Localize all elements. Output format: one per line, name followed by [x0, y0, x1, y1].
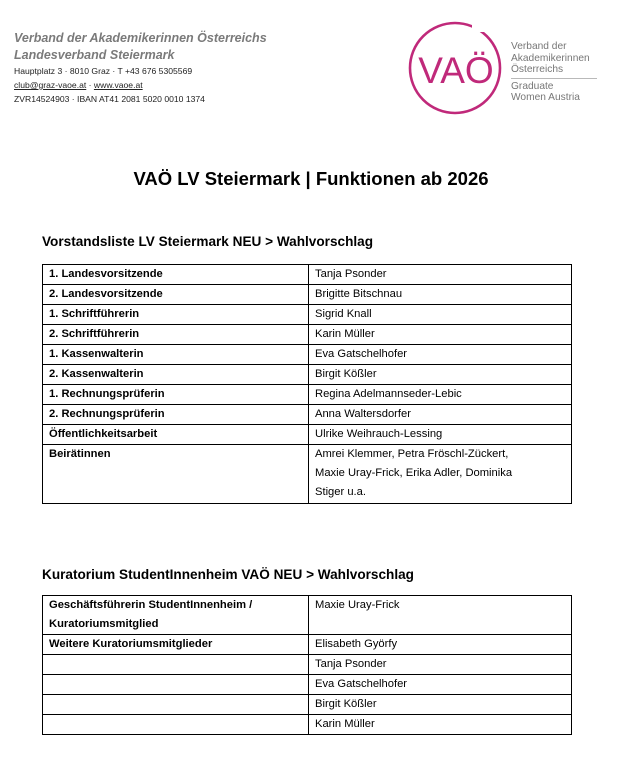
advisors-line-2: Maxie Uray-Frick, Erika Adler, Dominika: [315, 467, 513, 479]
name-cell: Eva Gatschelhofer: [309, 675, 572, 695]
table-row: [43, 305, 572, 325]
table-row: [43, 655, 572, 675]
table-row: [43, 285, 572, 305]
role-line-1: Geschäftsführerin StudentInnenheim /: [49, 599, 253, 611]
email-link[interactable]: club@graz-vaoe.at: [14, 80, 87, 90]
name-cell: Tanja Psonder: [309, 265, 572, 285]
table-row: [43, 345, 572, 365]
name-cell: [309, 445, 572, 504]
name-cell: Ulrike Weihrauch-Lessing: [309, 425, 572, 445]
role-cell: 1. Schriftführerin: [43, 305, 309, 325]
registration-line: ZVR14524903 · IBAN AT41 2081 5020 0010 1374: [14, 94, 205, 104]
logo-text: [511, 41, 597, 104]
role-cell: [43, 695, 309, 715]
table-row: [43, 385, 572, 405]
role-cell: 2. Kassenwalterin: [43, 365, 309, 385]
name-cell: Brigitte Bitschnau: [309, 285, 572, 305]
name-cell: Anna Waltersdorfer: [309, 405, 572, 425]
logo-divider: [511, 78, 597, 79]
page-title: VAÖ LV Steiermark | Funktionen ab 2026: [133, 168, 489, 189]
table-row: [43, 425, 572, 445]
logo-mark-icon: [398, 16, 513, 116]
logo-line-3: Österreichs: [511, 64, 564, 75]
name-cell: Regina Adelmannseder-Lebic: [309, 385, 572, 405]
role-cell: Beirätinnen: [43, 445, 309, 504]
role-cell: 1. Rechnungsprüferin: [43, 385, 309, 405]
table-row: [43, 265, 572, 285]
role-cell: [43, 675, 309, 695]
role-cell: 2. Landesvorsitzende: [43, 285, 309, 305]
table-row: [43, 675, 572, 695]
address-line: Hauptplatz 3 · 8010 Graz · T +43 676 5305569: [14, 66, 193, 76]
board2-table: [42, 595, 572, 735]
role-cell: [43, 655, 309, 675]
name-cell: Karin Müller: [309, 325, 572, 345]
name-cell: Sigrid Knall: [309, 305, 572, 325]
logo-line-2: Akademikerinnen: [511, 52, 590, 64]
board-heading: Vorstandsliste LV Steiermark NEU > Wahlvorschlag: [42, 234, 374, 249]
role-cell: Weitere Kuratoriumsmitglieder: [43, 635, 309, 655]
table-row: [43, 695, 572, 715]
table-row: [43, 325, 572, 345]
role-cell: [43, 596, 309, 635]
role-cell: [43, 715, 309, 735]
logo-mark-text: VAÖ: [418, 50, 494, 91]
name-cell: Birgit Kößler: [309, 695, 572, 715]
logo-line-1: Verband der: [511, 41, 567, 52]
name-cell: Eva Gatschelhofer: [309, 345, 572, 365]
name-cell: Elisabeth Györfy: [309, 635, 572, 655]
name-cell: Birgit Kößler: [309, 365, 572, 385]
web-link[interactable]: www.vaoe.at: [93, 80, 143, 90]
table-row: [43, 405, 572, 425]
logo-line-4: Graduate: [511, 80, 554, 92]
contact-line: [14, 78, 344, 92]
branch-name: Landesverband Steiermark: [14, 48, 175, 62]
advisors-line-1: Amrei Klemmer, Petra Fröschl-Zückert,: [315, 448, 509, 460]
name-cell: Maxie Uray-Frick: [309, 596, 572, 635]
role-line-2: Kuratoriumsmitglied: [49, 618, 159, 630]
role-cell: 1. Kassenwalterin: [43, 345, 309, 365]
name-cell: Tanja Psonder: [309, 655, 572, 675]
advisors-line-3: Stiger u.a.: [315, 486, 366, 498]
logo-line-5: Women Austria: [511, 92, 580, 103]
role-cell: 1. Landesvorsitzende: [43, 265, 309, 285]
separator: ·: [86, 80, 94, 90]
board2-heading: Kuratorium StudentInnenheim VAÖ NEU > Wahlvorschlag: [42, 567, 414, 582]
table-row: [43, 365, 572, 385]
name-cell: Karin Müller: [309, 715, 572, 735]
table-row: [43, 445, 572, 504]
board-table: [42, 264, 572, 504]
table-row: [43, 715, 572, 735]
role-cell: Öffentlichkeitsarbeit: [43, 425, 309, 445]
role-cell: 2. Rechnungsprüferin: [43, 405, 309, 425]
table-row: [43, 635, 572, 655]
org-name: Verband der Akademikerinnen Österreichs: [14, 31, 267, 45]
letterhead: [14, 30, 344, 106]
table-row: [43, 596, 572, 635]
role-cell: 2. Schriftführerin: [43, 325, 309, 345]
